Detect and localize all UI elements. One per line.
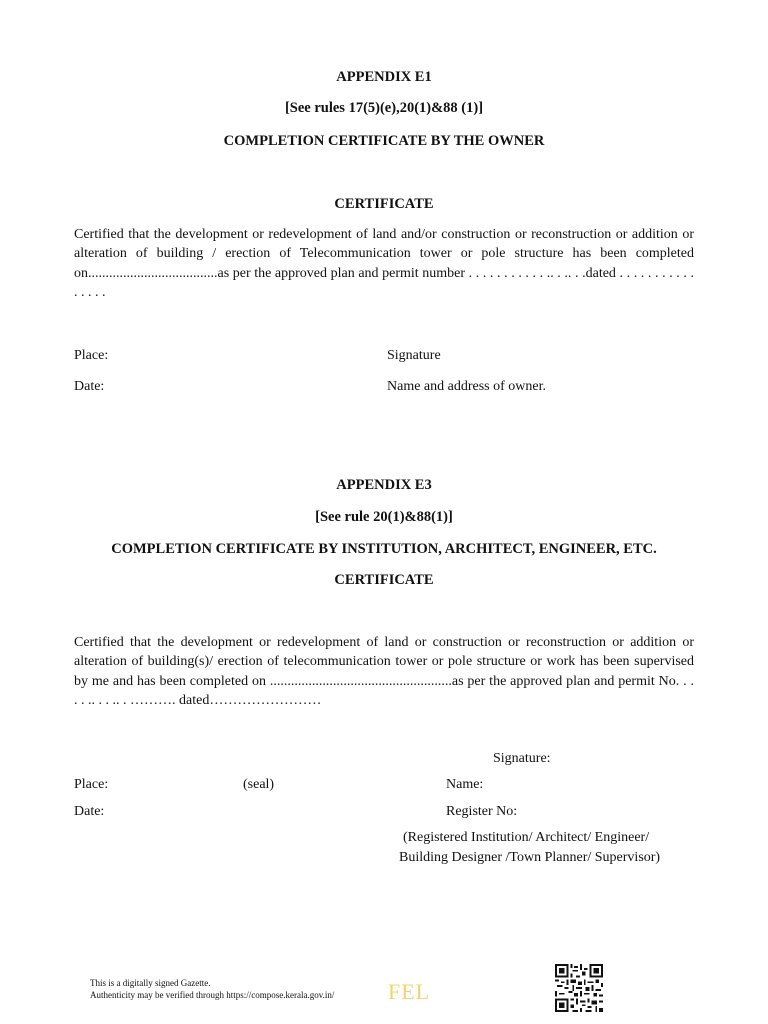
appendix-e1-body: Certified that the development or redevelopment of land and/or construction or reconstruction or addition or alteration of building / erection of Telecommunication tower or pole structure has been completed on.....................................as per the approved plan and permit number . . . . . . . . . . . .. . .. . .dated . . . . . . . . . . . . . . . . <box>74 227 694 300</box>
appendix-e3-heading: COMPLETION CERTIFICATE BY INSTITUTION, ARCHITECT, ENGINEER, ETC. <box>111 541 657 557</box>
appendix-e3-certificate-heading: CERTIFICATE <box>334 572 434 588</box>
e1-date-label: Date: <box>74 379 105 394</box>
appendix-e3-title: APPENDIX E3 <box>336 477 432 493</box>
appendix-e1-rules: [See rules 17(5)(e),20(1)&88 (1)] <box>284 100 484 116</box>
e3-designation-line2: Building Designer /Town Planner/ Supervisor) <box>399 850 661 865</box>
e3-name-label: Name: <box>446 777 484 792</box>
e1-place-label: Place: <box>74 348 109 363</box>
e3-designation-line1: (Registered Institution/ Architect/ Engineer/ <box>403 830 650 845</box>
appendix-e1-certificate-heading: CERTIFICATE <box>334 196 434 212</box>
e3-place-label: Place: <box>74 777 109 792</box>
appendix-e1-title: APPENDIX E1 <box>336 69 432 85</box>
appendix-e1-heading: COMPLETION CERTIFICATE BY THE OWNER <box>223 133 545 149</box>
e3-signature-label: Signature: <box>493 751 551 766</box>
e3-register-label: Register No: <box>446 804 518 819</box>
fel-watermark: FEL <box>388 979 431 1004</box>
e1-owner-label: Name and address of owner. <box>387 379 547 394</box>
appendix-e3-body: Certified that the development or redevelopment of land or construction or reconstruction or addition or alteration of building(s)/ erection of telecommunication tower or pole structure or work has been supervised by me and has been completed on ....................................................as per the approved plan and permit No. . . . . .. . . .. . ………. dated…………………… <box>74 635 694 708</box>
e1-signature-label: Signature <box>387 348 441 363</box>
appendix-e3-rules: [See rule 20(1)&88(1)] <box>315 509 453 525</box>
e3-seal-label: (seal) <box>243 777 275 792</box>
e3-date-label: Date: <box>74 804 105 819</box>
qr-code-icon <box>555 964 603 1012</box>
footer-signed-note: This is a digitally signed Gazette. <box>90 978 211 988</box>
footer-verification-link[interactable]: Authenticity may be verified through https://compose.kerala.gov.in/ <box>90 990 335 1000</box>
